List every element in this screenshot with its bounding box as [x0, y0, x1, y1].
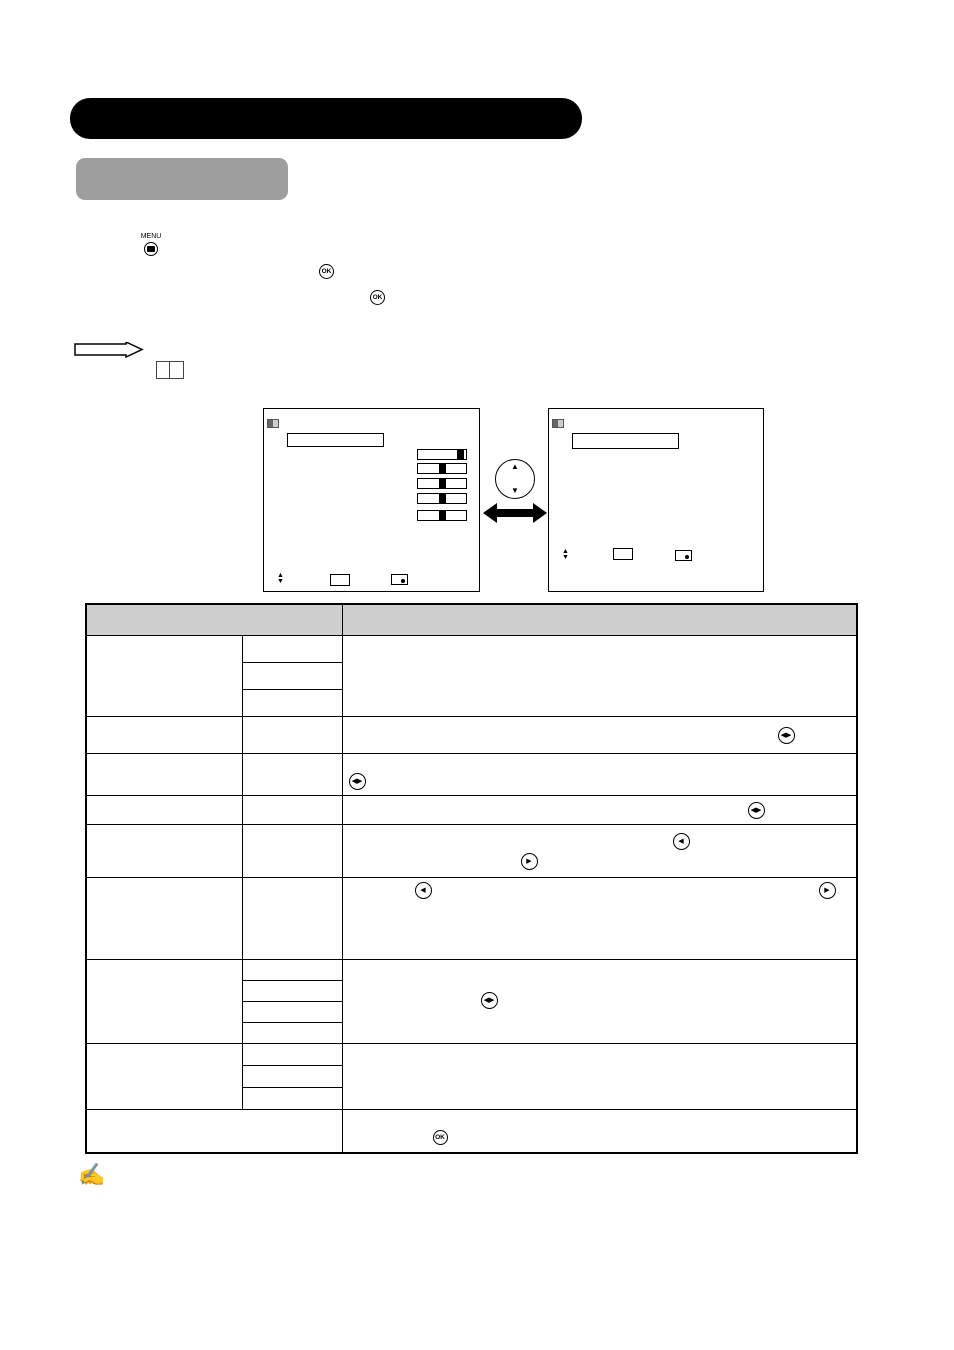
table-cell — [86, 825, 242, 878]
table-cell — [242, 1066, 342, 1088]
slider-knob — [439, 464, 446, 473]
slider — [417, 510, 467, 521]
slider-knob — [439, 494, 446, 503]
table-cell — [242, 663, 342, 690]
settings-table — [85, 603, 858, 1154]
left-button-icon: ◀ — [673, 833, 690, 850]
left-right-button-icon: ◀▶ — [748, 802, 765, 819]
table-cell — [242, 960, 342, 981]
subsection-tab — [76, 158, 288, 200]
table-cell — [242, 1088, 342, 1110]
table-cell — [242, 636, 342, 663]
menu-tab-icon — [267, 419, 279, 428]
table-cell — [242, 981, 342, 1002]
table-cell — [342, 825, 857, 878]
table-cell — [342, 1044, 857, 1110]
table-cell — [342, 636, 857, 717]
menu-screen-right — [548, 408, 764, 592]
left-right-button-icon: ◀▶ — [349, 773, 366, 790]
note-arrow-icon — [74, 342, 144, 358]
table-cell — [342, 960, 857, 1044]
right-button-icon: ▶ — [521, 853, 538, 870]
table-cell — [242, 754, 342, 796]
table-cell — [342, 878, 857, 960]
button-hint-box — [613, 548, 633, 560]
right-button-icon: ▶ — [819, 882, 836, 899]
table-cell — [86, 754, 242, 796]
up-arrow-icon: ▲ — [511, 462, 519, 471]
table-cell — [342, 717, 857, 754]
selected-item-box — [287, 433, 384, 447]
button-hint-box — [330, 574, 350, 586]
table-cell — [86, 1110, 342, 1153]
ok-label: OK — [372, 294, 383, 301]
table-cell — [342, 754, 857, 796]
table-cell — [86, 960, 242, 1044]
table-cell — [242, 796, 342, 825]
down-arrow-icon: ▼ — [511, 486, 519, 495]
menu-tab-icon — [552, 419, 564, 428]
table-cell — [342, 796, 857, 825]
slider — [417, 478, 467, 489]
table-cell — [242, 690, 342, 717]
slider — [417, 449, 467, 460]
slider — [417, 463, 467, 474]
ok-label: OK — [435, 1134, 445, 1141]
left-right-button-icon: ◀▶ — [778, 727, 795, 744]
up-down-arrows-icon: ▲ ▼ — [277, 572, 284, 585]
menu-dot-icon — [144, 242, 158, 256]
book-reference-icon — [156, 361, 184, 379]
menu-button-icon — [140, 233, 162, 256]
up-down-arrows-icon: ▲ ▼ — [562, 548, 569, 561]
table-cell — [86, 1044, 242, 1110]
ok-button-icon — [319, 264, 334, 279]
table-cell — [86, 636, 242, 717]
ok-label: OK — [321, 268, 332, 275]
slider-knob — [439, 479, 446, 488]
pencil-note-icon: ✍ — [78, 1162, 106, 1187]
table-cell — [242, 1023, 342, 1044]
left-right-button-icon: ◀▶ — [481, 992, 498, 1009]
exit-icon — [391, 574, 408, 585]
menu-screen-left — [263, 408, 480, 592]
selected-item-box — [572, 433, 679, 449]
menu-caption: MENU — [140, 233, 162, 240]
slider — [417, 493, 467, 504]
double-arrow-icon — [483, 503, 547, 523]
table-cell — [86, 796, 242, 825]
table-cell — [242, 825, 342, 878]
slider-knob — [457, 450, 464, 459]
direction-pad-icon — [495, 459, 535, 499]
section-title-bar — [70, 98, 582, 139]
table-cell — [242, 1044, 342, 1066]
table-cell — [86, 878, 242, 960]
table-cell — [242, 878, 342, 960]
table-cell — [86, 717, 242, 754]
table-header-item — [86, 604, 342, 636]
table-cell — [242, 717, 342, 754]
table-header-description — [342, 604, 857, 636]
slider-knob — [439, 511, 446, 520]
left-button-icon: ◀ — [415, 882, 432, 899]
table-cell — [242, 1002, 342, 1023]
ok-button-icon — [433, 1130, 448, 1145]
ok-button-icon — [370, 290, 385, 305]
table-cell — [342, 1110, 857, 1153]
exit-icon — [675, 550, 692, 561]
